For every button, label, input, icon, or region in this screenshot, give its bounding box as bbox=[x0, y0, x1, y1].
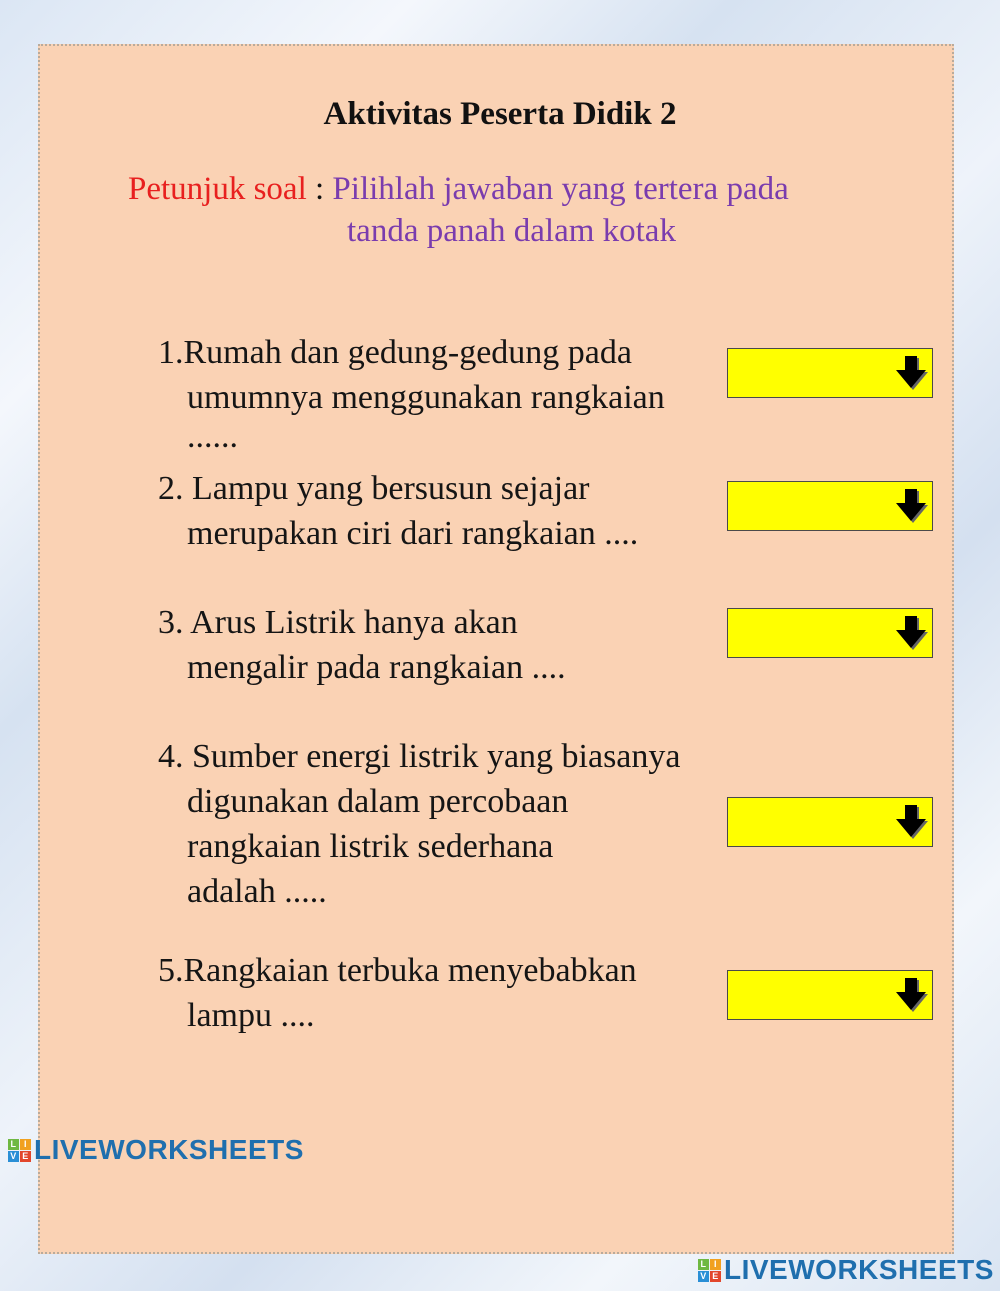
question-1 bbox=[158, 330, 665, 459]
answer-dropdown-4[interactable] bbox=[727, 797, 933, 847]
watermark-text: LIVEWORKSHEETS bbox=[724, 1254, 994, 1285]
question-number: 5. bbox=[158, 952, 184, 989]
question-text-line: rangkaian listrik sederhana bbox=[187, 828, 554, 865]
arrow-down-icon bbox=[890, 801, 932, 841]
instruction bbox=[128, 168, 789, 252]
arrow-down-icon bbox=[890, 612, 932, 652]
answer-dropdown-1[interactable] bbox=[727, 348, 933, 398]
question-3 bbox=[158, 600, 566, 690]
question-number: 2. bbox=[158, 470, 184, 507]
arrow-down-icon bbox=[890, 485, 932, 525]
question-4 bbox=[158, 734, 680, 914]
question-2 bbox=[158, 466, 638, 556]
question-text-line: Sumber energi listrik yang biasanya bbox=[192, 738, 681, 775]
question-text-line: digunakan dalam percobaan bbox=[187, 783, 569, 820]
question-number: 1. bbox=[158, 334, 184, 371]
question-text-line: lampu .... bbox=[187, 997, 315, 1034]
question-text-line: Lampu yang bersusun sejajar bbox=[192, 470, 590, 507]
arrow-down-icon bbox=[890, 352, 932, 392]
watermark-text: LIVEWORKSHEETS bbox=[34, 1134, 304, 1165]
instruction-text-line2: tanda panah dalam kotak bbox=[347, 213, 676, 249]
question-text-line: adalah ..... bbox=[187, 873, 327, 910]
question-text-line: umumnya menggunakan rangkaian bbox=[187, 379, 665, 416]
question-text-line: Arus Listrik hanya akan bbox=[190, 604, 518, 641]
worksheet-title: Aktivitas Peserta Didik 2 bbox=[323, 96, 677, 132]
answer-dropdown-3[interactable] bbox=[727, 608, 933, 658]
liveworksheets-logo-icon: L I V E bbox=[698, 1259, 721, 1282]
answer-dropdown-5[interactable] bbox=[727, 970, 933, 1020]
instruction-label: Petunjuk soal bbox=[128, 171, 307, 207]
answer-dropdown-2[interactable] bbox=[727, 481, 933, 531]
question-text-line: Rangkaian terbuka menyebabkan bbox=[183, 952, 637, 989]
question-number: 3. bbox=[158, 604, 184, 641]
liveworksheets-watermark bbox=[8, 1134, 304, 1166]
question-text-line: ...... bbox=[187, 418, 238, 455]
question-number: 4. bbox=[158, 738, 184, 775]
question-text-line: merupakan ciri dari rangkaian .... bbox=[187, 515, 639, 552]
instruction-text-line1: Pilihlah jawaban yang tertera pada bbox=[332, 171, 789, 207]
liveworksheets-logo-icon: L I V E bbox=[8, 1139, 31, 1162]
liveworksheets-watermark-footer bbox=[698, 1254, 994, 1286]
question-text-line: Rumah dan gedung-gedung pada bbox=[183, 334, 632, 371]
question-text-line: mengalir pada rangkaian .... bbox=[187, 649, 566, 686]
question-5 bbox=[158, 948, 637, 1038]
arrow-down-icon bbox=[890, 974, 932, 1014]
instruction-separator: : bbox=[315, 171, 325, 207]
